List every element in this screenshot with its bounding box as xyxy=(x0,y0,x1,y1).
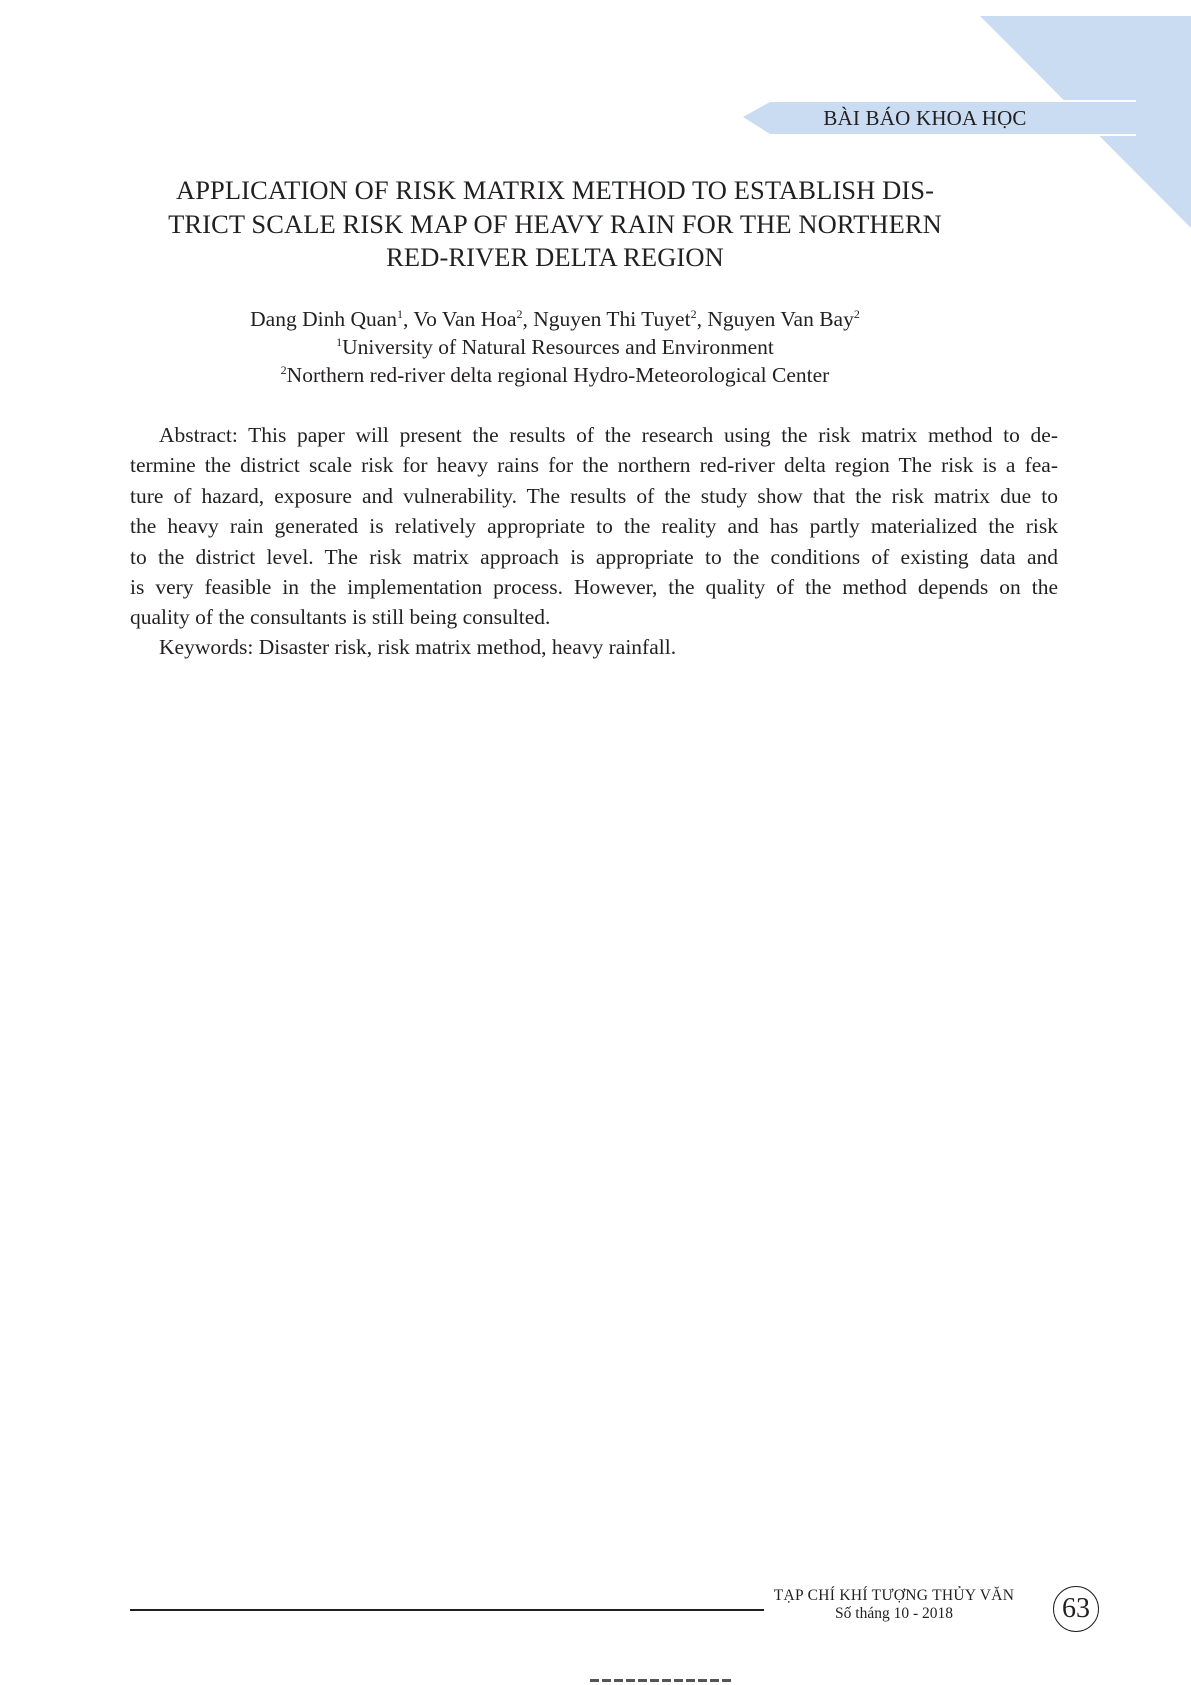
affiliation-mark: 2 xyxy=(853,307,860,321)
article-title xyxy=(120,174,990,275)
affiliation-2 xyxy=(120,361,990,389)
section-label: BÀI BÁO KHOA HỌC xyxy=(823,106,1027,130)
author-name: Dang Dinh Quan xyxy=(250,307,398,331)
bottom-edge-fragment xyxy=(590,1679,760,1685)
abstract xyxy=(130,420,1058,633)
affiliation-1 xyxy=(120,333,990,361)
affiliation-text: University of Natural Resources and Environment xyxy=(342,335,774,359)
author-list: Dang Dinh Quan$^1$, Vo Van Hoa$^2$, Nguyen Thi Tuyet$^2$, Nguyen Van Bay$^2$ xyxy=(250,307,860,331)
abstract-line: is very feasible in the implementation process. However, the quality of the method depends on the xyxy=(130,575,1058,600)
journal-issue: Số tháng 10 - 2018 xyxy=(835,1605,953,1622)
author-block xyxy=(120,305,990,389)
author-name: Vo Van Hoa xyxy=(413,307,517,331)
affiliation-mark: 2 xyxy=(280,363,287,377)
keywords: Keywords: Disaster risk, risk matrix method, heavy rainfall. xyxy=(159,635,677,659)
author-name: Nguyen Thi Tuyet xyxy=(533,307,691,331)
affiliation-mark: 2 xyxy=(690,307,697,321)
abstract-line: the heavy rain generated is relatively appropriate to the reality and has partly materialized the risk xyxy=(130,514,1058,539)
abstract-line: to the district level. The risk matrix approach is appropriate to the conditions of existing data and xyxy=(130,544,1058,569)
abstract-line: termine the district scale risk for heavy rains for the northern red-river delta region The risk is a fea- xyxy=(130,453,1058,478)
affiliation-mark: 2 xyxy=(516,307,523,321)
page-number: 63 xyxy=(1053,1586,1099,1632)
journal-name: TẠP CHÍ KHÍ TƯỢNG THỦY VĂN xyxy=(773,1587,1015,1604)
affiliation-text: Northern red-river delta regional Hydro-Meteorological Center xyxy=(286,363,830,387)
abstract-line: quality of the consultants is still being consulted. xyxy=(130,605,551,630)
title-line: RED-RIVER DELTA REGION xyxy=(386,242,724,272)
abstract-line: ture of hazard, exposure and vulnerability. The results of the study show that the risk matrix due to xyxy=(130,483,1058,508)
title-line: APPLICATION OF RISK MATRIX METHOD TO ESTABLISH DIS- xyxy=(175,175,935,205)
abstract-line: Abstract: This paper will present the results of the research using the risk matrix method to de- xyxy=(159,423,1058,447)
footer-rule xyxy=(130,1609,764,1611)
affiliation-mark: 1 xyxy=(397,307,404,321)
author-name: Nguyen Van Bay xyxy=(707,307,854,331)
title-line: TRICT SCALE RISK MAP OF HEAVY RAIN FOR THE NORTHERN xyxy=(168,208,942,239)
affiliation-mark: 1 xyxy=(336,335,343,349)
